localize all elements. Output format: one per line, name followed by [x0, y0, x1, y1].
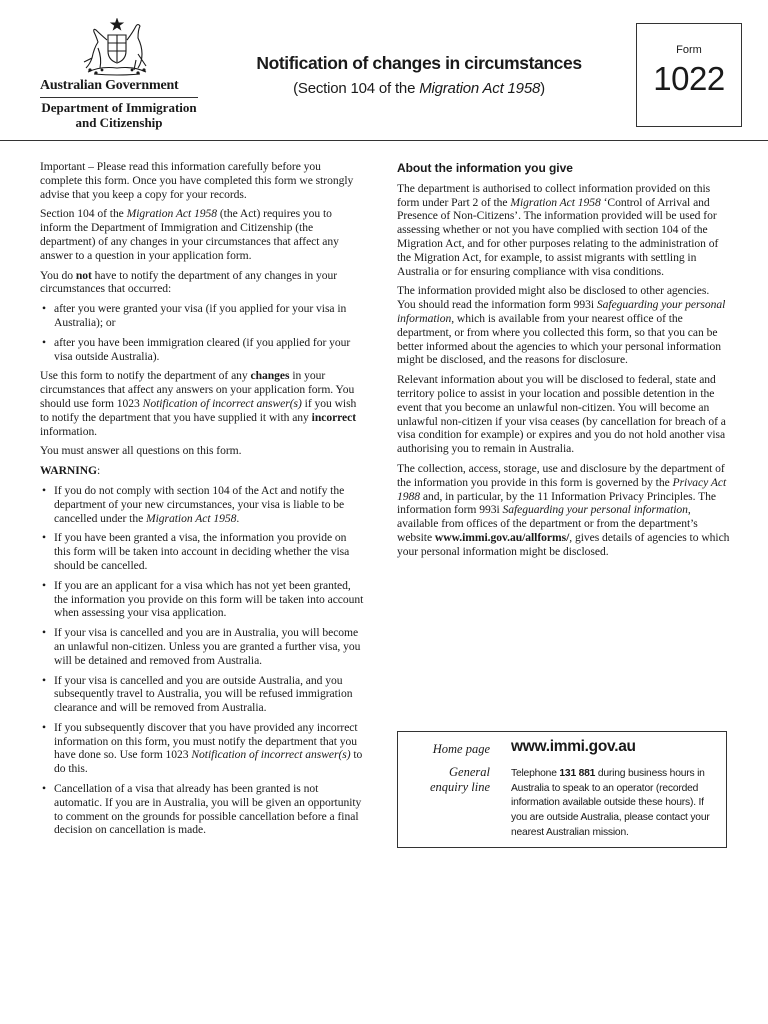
emphasis-changes: changes [250, 369, 290, 383]
list-item: • after you have been immigration cleared (if you applied for your visa outside Australia). [40, 336, 364, 364]
form-label: Form [676, 44, 702, 56]
act-name: Privacy Act 1988 [397, 475, 727, 503]
phone-number: 131 881 [559, 768, 596, 779]
text-run: You do [40, 268, 76, 282]
list-item [40, 484, 364, 525]
text-run: If you subsequently discover that you have provided any incorrect information on this form, you must notify the department that you have done so. Use form 1023 [54, 720, 358, 762]
form-name: Notification of incorrect answer(s) [191, 748, 351, 762]
coat-of-arms-icon [80, 18, 154, 78]
list-item: • Cancellation of a visa that already has been granted is not automatic. If you are in Australia, you will be given an opportunity to comment on the grounds for possible cancellation before a final decision on cancellation is made. [40, 782, 364, 837]
list-item: • If you have been granted a visa, the information you provide on this form will be taken into account in deciding whether the visa should be cancelled. [40, 531, 364, 572]
text-run: Section 104 of the [40, 207, 127, 221]
section-heading: About the information you give [397, 161, 573, 175]
authority-paragraph [397, 182, 730, 279]
right-column [397, 162, 730, 565]
contact-box [397, 731, 727, 848]
list-item: • If you are an applicant for a visa which has not yet been granted, the information you provide on this form will be taken into account when assessing your visa application. [40, 579, 364, 620]
exemption-list [40, 302, 364, 363]
form-title: Notification of changes in circumstances [256, 53, 582, 73]
warning-label: WARNING [40, 464, 97, 478]
text-run: If you do not comply with section 104 of the Act and notify the department of your new circumstances, your visa is liable to be cancelled under the [54, 483, 345, 525]
form-name: Safeguarding your personal information [397, 298, 726, 325]
home-page-url: www.immi.gov.au [511, 738, 636, 755]
enquiry-line-label [398, 765, 490, 795]
warning-list [40, 484, 364, 837]
government-name: Australian Government [40, 78, 179, 93]
police-paragraph: Relevant information about you will be disclosed to federal, state and territory police to assist in your location and possible detention in the event that you become an unlawful non-citizen. You will become an unlawful non-citizen if your visa ceases (by cancellation for breach of a visa condition for example) or expires and you do not hold another visa authorising you to remain in Australia. [397, 373, 726, 456]
list-item: • after you were granted your visa (if you applied for your visa in Australia); or [40, 302, 364, 330]
act-name: Migration Act 1958 [126, 207, 217, 221]
warning-heading [40, 464, 364, 478]
text-run: The department is authorised to collect information provided on this form under Part 2 of the [397, 181, 711, 209]
department-name: Department of Immigration and Citizenship [41, 100, 197, 130]
home-page-label: Home page [432, 742, 490, 756]
list-item: • If your visa is cancelled and you are in Australia, you will become an unlawful non-citizen. Unless you are granted a further visa, you will be detained and removed from Australia. [40, 626, 364, 667]
subtitle-prefix: (Section 104 of the [293, 80, 420, 97]
form-name: Notification of incorrect answer(s) [142, 396, 302, 410]
text-run: information. [40, 424, 98, 438]
text-run: . [236, 511, 240, 525]
text-run: Telephone [511, 768, 560, 779]
text-run: to do this. [54, 748, 363, 776]
text-run: in your circumstances that affect any answers on your application form. You should use form 1023 [40, 369, 355, 410]
subtitle-act: Migration Act 1958 [419, 80, 541, 97]
enquiry-label-line2: enquiry line [429, 780, 490, 794]
act-name: Migration Act 1958 [146, 511, 237, 525]
logo-divider [40, 97, 198, 98]
form-number-box [636, 23, 742, 127]
text-run: Use this form to notify the department of any [40, 369, 251, 383]
subtitle-suffix: ) [540, 80, 545, 97]
privacy-paragraph [397, 462, 730, 559]
form-number: 1022 [653, 60, 725, 97]
text-run: , gives details of agencies to which your personal information might be disclosed. [397, 530, 730, 558]
emphasis-incorrect: incorrect [311, 410, 357, 424]
form-name: Safeguarding your personal information [502, 503, 688, 517]
text-run: have to notify the department of any changes in your circumstances that occurred: [40, 268, 338, 296]
enquiry-line-text [511, 767, 716, 841]
list-item: • If your visa is cancelled and you are outside Australia, and you subsequently travel to Australia, you will be refused immigration clearance and will be removed from Australia. [40, 674, 364, 715]
disclosure-paragraph [397, 284, 730, 367]
section-104-paragraph [40, 207, 364, 262]
text-run: The collection, access, storage, use and disclosure by the department of the information you provide in this form is governed by the [397, 461, 725, 489]
act-name: Migration Act 1958 [510, 195, 601, 209]
text-run: , available from offices of the department or from the department’s website [397, 503, 698, 544]
text-run: if you wish to notify the department that you have supplied it with any [40, 396, 357, 424]
text-run: The information provided might also be disclosed to other agencies. You should read the information form 993i [397, 284, 710, 312]
left-column [40, 160, 364, 843]
form-subtitle [210, 80, 628, 97]
answer-all-paragraph: You must answer all questions on this form. [40, 444, 242, 458]
header-divider [0, 140, 768, 141]
text-run: and, in particular, by the 11 Information Privacy Principles. The information form 993i [397, 489, 716, 517]
text-run: (the Act) requires you to inform the Department of Immigration and Citizenship (the department) of any changes in your circumstances that affect any answer to a question in your application form. [40, 207, 339, 262]
text-run: ‘Control of Arrival and Presence of Non-Citizens’. The information provided will be used for assessing whether or not you have complied with section 104 of the Migration Act, and for other purposes relating to the administration of the Migration Act, for example, to assist migrants with settling in Australia or for ensuring compliance with visa conditions. [397, 195, 719, 278]
enquiry-label-line1: General [449, 765, 490, 779]
text-run: : [96, 464, 101, 478]
usage-paragraph [40, 369, 364, 438]
text-run: during business hours in Australia to speak to an operator (recorded information available outside these hours). If you are outside Australia, please contact your nearest Australian mission. [511, 768, 710, 838]
list-item [40, 721, 364, 776]
exemption-paragraph [40, 269, 364, 297]
emphasis-not: not [75, 268, 92, 282]
forms-url: www.immi.gov.au/allforms/ [434, 530, 570, 544]
text-run: , which is available from your nearest office of the department, or from where you collected this form, so that you can be better informed about the agencies to which your personal information might be disclosed, and the reasons for disclosure. [397, 311, 721, 367]
intro-paragraph: Important – Please read this information carefully before you complete this form. Once you have completed this form we strongly advise that you keep a copy for your records. [40, 160, 354, 201]
